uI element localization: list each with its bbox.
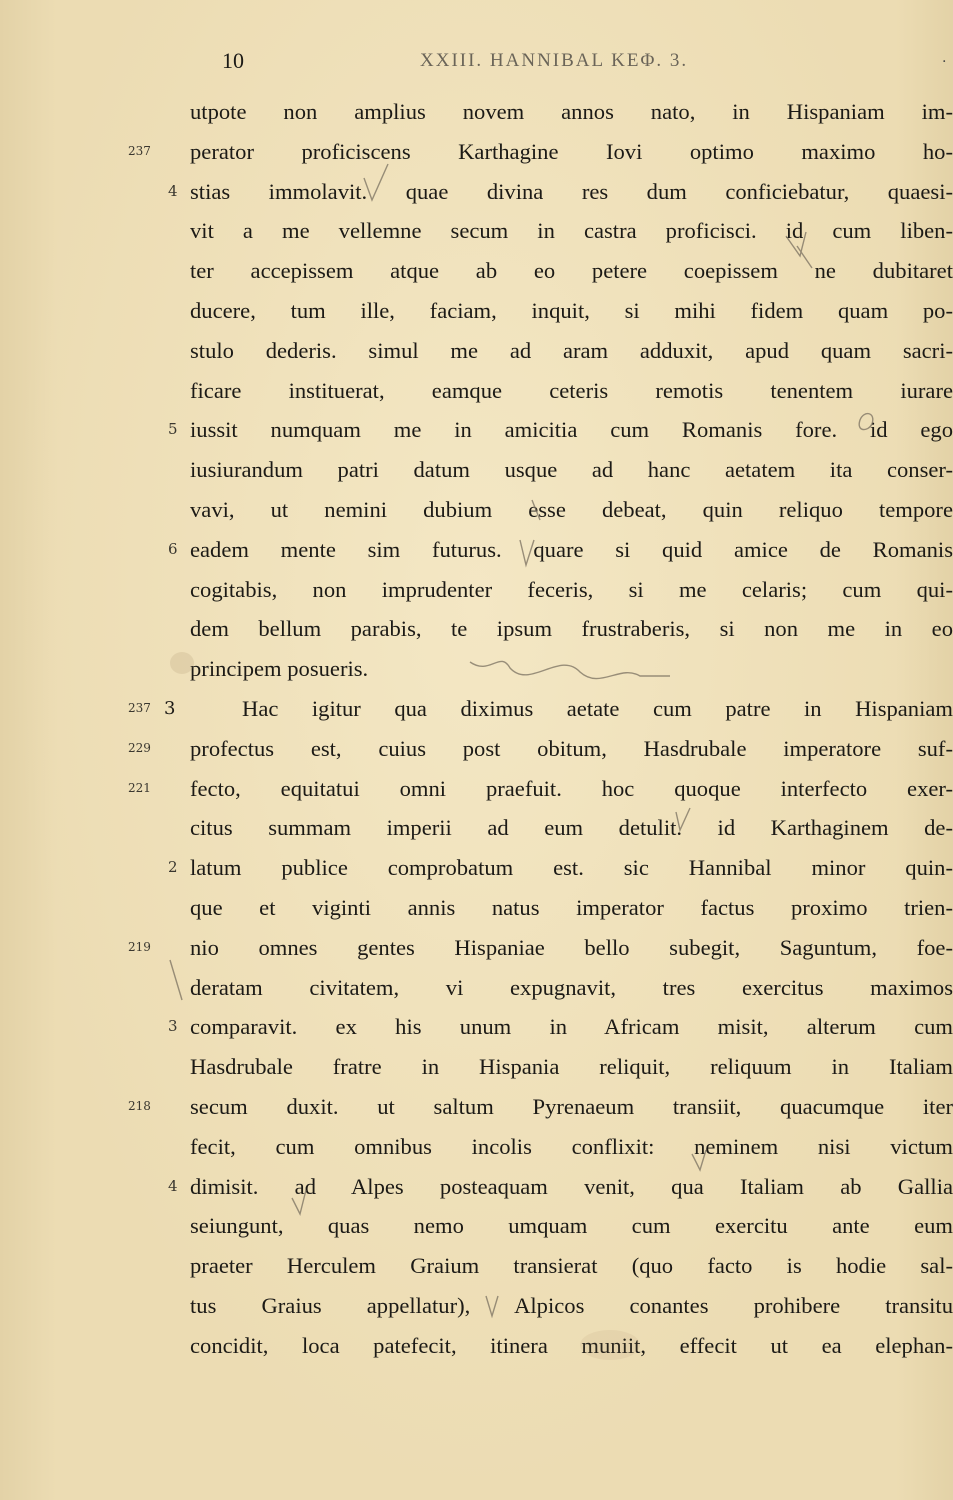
text-line — [190, 689, 953, 729]
pencil-margin-stroke — [170, 960, 182, 1000]
text-line — [190, 1127, 953, 1167]
text-line — [190, 331, 953, 371]
line-text: iusiurandum patri datum usque ad hanc aetatem ita conser- — [190, 457, 953, 483]
paper-stain — [580, 1330, 640, 1360]
margin-section-number: 5 — [168, 420, 178, 439]
text-line — [190, 1246, 953, 1286]
line-text: vavi, ut nemini dubium esse debeat, quin reliquo tempore — [190, 496, 953, 522]
text-line — [190, 291, 953, 331]
line-text: eadem mente sim futurus. quare si quid amice de Romanis — [190, 536, 953, 562]
text-line — [190, 769, 953, 809]
margin-section-number: 3 — [164, 698, 176, 719]
margin-year: 229 — [128, 740, 151, 755]
line-text: perator proficiscens Karthagine Iovi optimo maximo ho- — [190, 138, 953, 164]
text-line — [190, 211, 953, 251]
text-line — [190, 410, 953, 450]
text-line — [190, 1206, 953, 1246]
text-line — [190, 928, 953, 968]
text-line — [190, 450, 953, 490]
line-text: principem posueris. — [190, 656, 369, 682]
text-line — [190, 729, 953, 769]
line-text: ducere, tum ille, faciam, inquit, si mihi fidem quam po- — [190, 297, 953, 323]
text-line — [190, 172, 953, 212]
line-text: tus Graius appellatur), Alpicos conantes prohibere transitu — [190, 1292, 953, 1318]
line-text: iussit numquam me in amicitia cum Romanis fore. id ego — [190, 417, 953, 443]
line-text: Hac igitur qua diximus aetate cum patre in Hispaniam — [242, 695, 953, 721]
margin-year: 237 — [128, 143, 151, 158]
line-text: vit a me vellemne secum in castra proficisci. id cum liben- — [190, 218, 953, 244]
text-line — [190, 1047, 953, 1087]
text-line — [190, 530, 953, 570]
margin-year: 219 — [128, 939, 151, 954]
line-text: secum duxit. ut saltum Pyrenaeum transiit, quacumque iter — [190, 1093, 953, 1119]
text-line — [190, 888, 953, 928]
margin-year: 221 — [128, 780, 151, 795]
line-text: fecit, cum omnibus incolis conflixit: neminem nisi victum — [190, 1133, 953, 1159]
body-text — [190, 92, 953, 1366]
line-text: concidit, loca patefecit, itinera muniit, effecit ut ea elephan- — [190, 1332, 953, 1358]
line-text: nio omnes gentes Hispaniae bello subegit, Saguntum, foe- — [190, 934, 953, 960]
line-text: comparavit. ex his unum in Africam misit, alterum cum — [190, 1014, 953, 1040]
text-line — [190, 1087, 953, 1127]
text-line — [190, 1286, 953, 1326]
line-text: utpote non amplius novem annos nato, in Hispaniam im- — [190, 99, 953, 124]
text-line — [190, 490, 953, 530]
page-number: 10 — [222, 48, 244, 73]
page-header — [0, 44, 953, 78]
line-text: Hasdrubale fratre in Hispania reliquit, reliquum in Italiam — [190, 1054, 953, 1080]
margin-section-number: 6 — [168, 539, 178, 558]
line-text: stias immolavit. quae divina res dum conficiebatur, quaesi- — [190, 178, 953, 204]
margin-year: 218 — [128, 1099, 151, 1113]
margin-section-number: 4 — [168, 1176, 178, 1195]
margin-section-number: 4 — [168, 181, 178, 200]
text-line — [190, 132, 953, 172]
line-text: fecto, equitatui omni praefuit. hoc quoque interfecto exer- — [190, 775, 953, 801]
line-text: latum publice comprobatum est. sic Hannibal minor quin- — [190, 855, 953, 881]
text-line — [190, 92, 953, 132]
line-text: que et viginti annis natus imperator factus proximo trien- — [190, 894, 953, 920]
line-text: ficare instituerat, eamque ceteris remotis tenentem iurare — [190, 377, 953, 403]
margin-section-number: 3 — [168, 1017, 178, 1036]
text-line — [190, 1167, 953, 1207]
text-line — [190, 570, 953, 610]
line-text: praeter Herculem Graium transierat (quo facto is hodie sal- — [190, 1253, 953, 1279]
line-text: profectus est, cuius post obitum, Hasdrubale imperatore suf- — [190, 735, 953, 761]
line-text: seiungunt, quas nemo umquam cum exercitu ante eum — [190, 1213, 953, 1239]
line-text: dimisit. ad Alpes posteaquam venit, qua Italiam ab Gallia — [190, 1173, 953, 1199]
line-text: citus summam imperii ad eum detulit. id Karthaginem de- — [190, 815, 953, 841]
text-line — [190, 251, 953, 291]
text-line — [190, 649, 953, 689]
line-text: ter accepissem atque ab eo petere coepissem ne dubitaret — [190, 258, 953, 284]
line-text: dem bellum parabis, te ipsum frustraberis, si non me in eo — [190, 616, 953, 642]
text-line — [190, 371, 953, 411]
margin-year: 237 — [128, 701, 151, 715]
paper-stain — [170, 652, 194, 674]
margin-section-number: 2 — [168, 858, 178, 877]
corner-mark: . — [942, 50, 947, 66]
text-line — [190, 968, 953, 1008]
text-line — [190, 808, 953, 848]
line-text: cogitabis, non imprudenter feceris, si me celaris; cum qui- — [190, 576, 953, 602]
text-line — [190, 848, 953, 888]
line-text: stulo dederis. simul me ad aram adduxit, apud quam sacri- — [190, 337, 953, 363]
line-text: deratam civitatem, vi expugnavit, tres exercitus maximos — [190, 974, 953, 1000]
text-line — [190, 609, 953, 649]
text-line — [190, 1007, 953, 1047]
running-head: XXIII. HANNIBAL ΚΕΦ. 3. — [420, 50, 689, 71]
text-line — [190, 1326, 953, 1366]
